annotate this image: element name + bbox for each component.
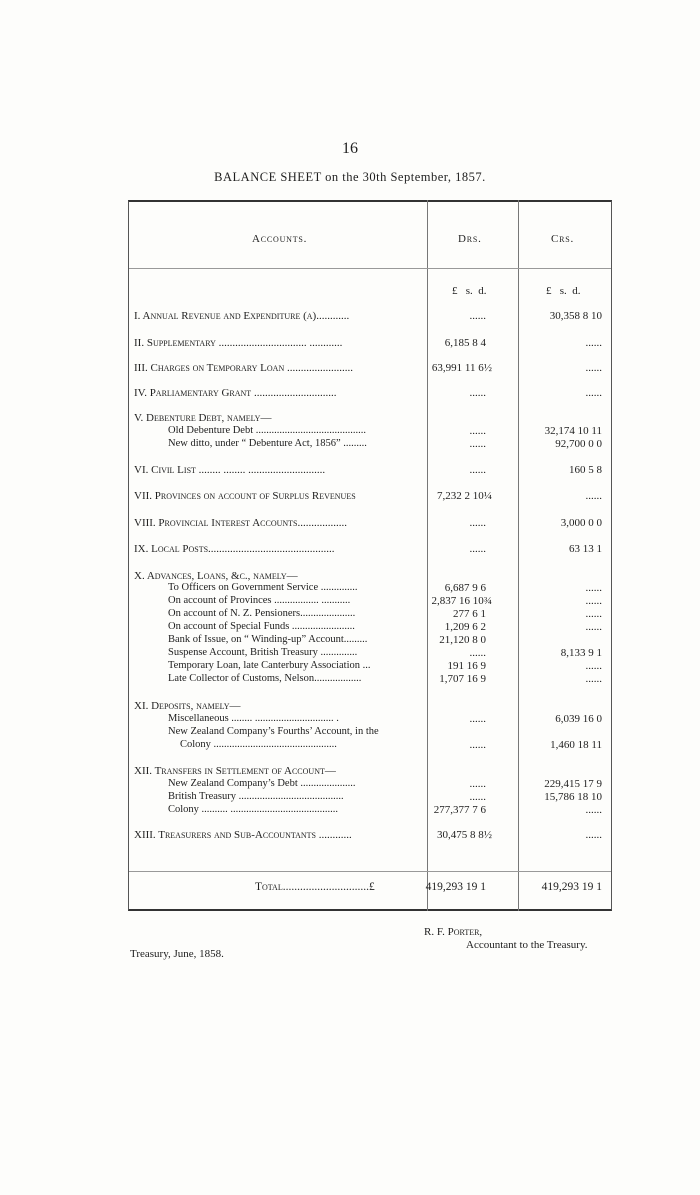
account-label: XIII. Treasurers and Sub-Accountants ............	[134, 829, 352, 841]
account-label: IV. Parliamentary Grant ..............................	[134, 387, 337, 399]
debit-amount: ......	[469, 438, 486, 450]
total-credit: 419,293 19 1	[541, 881, 602, 893]
debit-amount: 63,991 11 6½	[431, 362, 492, 374]
account-sublabel: Bank of Issue, on “ Winding-up” Account.........	[168, 634, 368, 645]
debit-amount: 21,120 8 0	[439, 634, 486, 646]
account-sublabel: New ditto, under “ Debenture Act, 1856” .........	[168, 438, 367, 449]
account-sublabel: Old Debenture Debt ..........................................	[168, 425, 367, 436]
debit-amount: ......	[469, 647, 486, 659]
total-label: Total..............................£	[255, 881, 375, 893]
credit-amount: 15,786 18 10	[544, 791, 602, 803]
footer-place-date: Treasury, June, 1858.	[130, 948, 224, 960]
credit-amount: 8,133 9 1	[560, 647, 602, 659]
balance-sheet-title: BALANCE SHEET on the 30th September, 1857.	[214, 170, 486, 184]
debit-amount: 6,185 8 4	[444, 337, 486, 349]
debit-amount: 1,707 16 9	[439, 673, 486, 685]
account-sublabel: Miscellaneous ........ .............................. .	[168, 713, 339, 724]
credit-amount: ......	[585, 829, 602, 841]
account-label: V. Debenture Debt, namely—	[134, 412, 272, 424]
account-sublabel: New Zealand Company’s Debt .....................	[168, 778, 356, 789]
debit-amount: 30,475 8 8½	[437, 829, 492, 841]
credit-amount: ......	[585, 337, 602, 349]
column-header-drs: Drs.	[458, 233, 482, 245]
account-sublabel: To Officers on Government Service ..............	[168, 582, 358, 593]
credit-amount: ......	[585, 660, 602, 672]
debit-amount: ......	[469, 791, 486, 803]
signatory-title: Accountant to the Treasury.	[466, 939, 588, 951]
column-header-accounts: Accounts.	[252, 233, 308, 245]
account-label: X. Advances, Loans, &c., namely—	[134, 570, 298, 582]
credit-amount: ......	[585, 490, 602, 502]
unit-header-drs: £ s. d.	[452, 285, 487, 297]
debit-amount: 277,377 7 6	[433, 804, 486, 816]
debit-amount: ......	[469, 464, 486, 476]
account-sublabel: Late Collector of Customs, Nelson..................	[168, 673, 362, 684]
account-label: XI. Deposits, namely—	[134, 700, 241, 712]
debit-amount: 277 6 1	[453, 608, 486, 620]
credit-amount: 63 13 1	[569, 543, 602, 555]
debit-amount: ......	[469, 713, 486, 725]
debit-amount: ......	[469, 739, 486, 751]
credit-amount: 160 5 8	[569, 464, 602, 476]
account-label: XII. Transfers in Settlement of Account—	[134, 765, 336, 777]
credit-amount: 1,460 18 11	[550, 739, 602, 751]
debit-amount: ......	[469, 425, 486, 437]
credit-amount: 30,358 8 10	[549, 310, 602, 322]
total-rule	[129, 871, 611, 872]
credit-amount: ......	[585, 621, 602, 633]
credit-amount: ......	[585, 387, 602, 399]
column-header-crs: Crs.	[551, 233, 575, 245]
debit-amount: ......	[469, 387, 486, 399]
debit-amount: 191 16 9	[447, 660, 486, 672]
total-debit: 419,293 19 1	[425, 881, 486, 893]
account-label: VI. Civil List ........ ........ ............................	[134, 464, 326, 476]
debit-amount: ......	[469, 778, 486, 790]
credit-amount: ......	[585, 804, 602, 816]
credit-amount: ......	[585, 582, 602, 594]
account-sublabel: New Zealand Company’s Fourths’ Account, in the	[168, 726, 379, 737]
account-label: VIII. Provincial Interest Accounts..................	[134, 517, 347, 529]
credit-amount: 229,415 17 9	[544, 778, 602, 790]
account-sublabel: Colony ...............................................	[180, 739, 337, 750]
credit-amount: 6,039 16 0	[555, 713, 602, 725]
credit-amount: 32,174 10 11	[544, 425, 602, 437]
account-sublabel: On account of N. Z. Pensioners.....................	[168, 608, 356, 619]
page-number: 16	[342, 140, 358, 157]
account-sublabel: British Treasury ........................................	[168, 791, 344, 802]
credit-amount: 3,000 0 0	[560, 517, 602, 529]
column-divider-drs	[427, 200, 428, 911]
debit-amount: 2,837 16 10¾	[431, 595, 492, 607]
debit-amount: 7,232 2 10¼	[437, 490, 492, 502]
credit-amount: 92,700 0 0	[555, 438, 602, 450]
credit-amount: ......	[585, 608, 602, 620]
account-sublabel: On account of Provinces ................. ...........	[168, 595, 351, 606]
debit-amount: ......	[469, 517, 486, 529]
credit-amount: ......	[585, 595, 602, 607]
credit-amount: ......	[585, 362, 602, 374]
account-sublabel: Suspense Account, British Treasury ..............	[168, 647, 358, 658]
account-label: II. Supplementary ................................ ............	[134, 337, 343, 349]
debit-amount: 1,209 6 2	[444, 621, 486, 633]
header-rule	[129, 268, 611, 269]
account-label: VII. Provinces on account of Surplus Revenues	[134, 490, 356, 502]
account-sublabel: Temporary Loan, late Canterbury Association ...	[168, 660, 371, 671]
debit-amount: 6,687 9 6	[444, 582, 486, 594]
account-label: IX. Local Posts..............................................	[134, 543, 335, 555]
account-sublabel: On account of Special Funds ........................	[168, 621, 355, 632]
debit-amount: ......	[469, 543, 486, 555]
account-sublabel: Colony .......... .........................................	[168, 804, 339, 815]
signatory-name: R. F. Porter,	[424, 926, 483, 938]
credit-amount: ......	[585, 673, 602, 685]
debit-amount: ......	[469, 310, 486, 322]
account-label: III. Charges on Temporary Loan ........................	[134, 362, 353, 374]
account-label: I. Annual Revenue and Expenditure (a)............	[134, 310, 350, 322]
column-divider-crs	[518, 200, 519, 911]
unit-header-crs: £ s. d.	[546, 285, 581, 297]
